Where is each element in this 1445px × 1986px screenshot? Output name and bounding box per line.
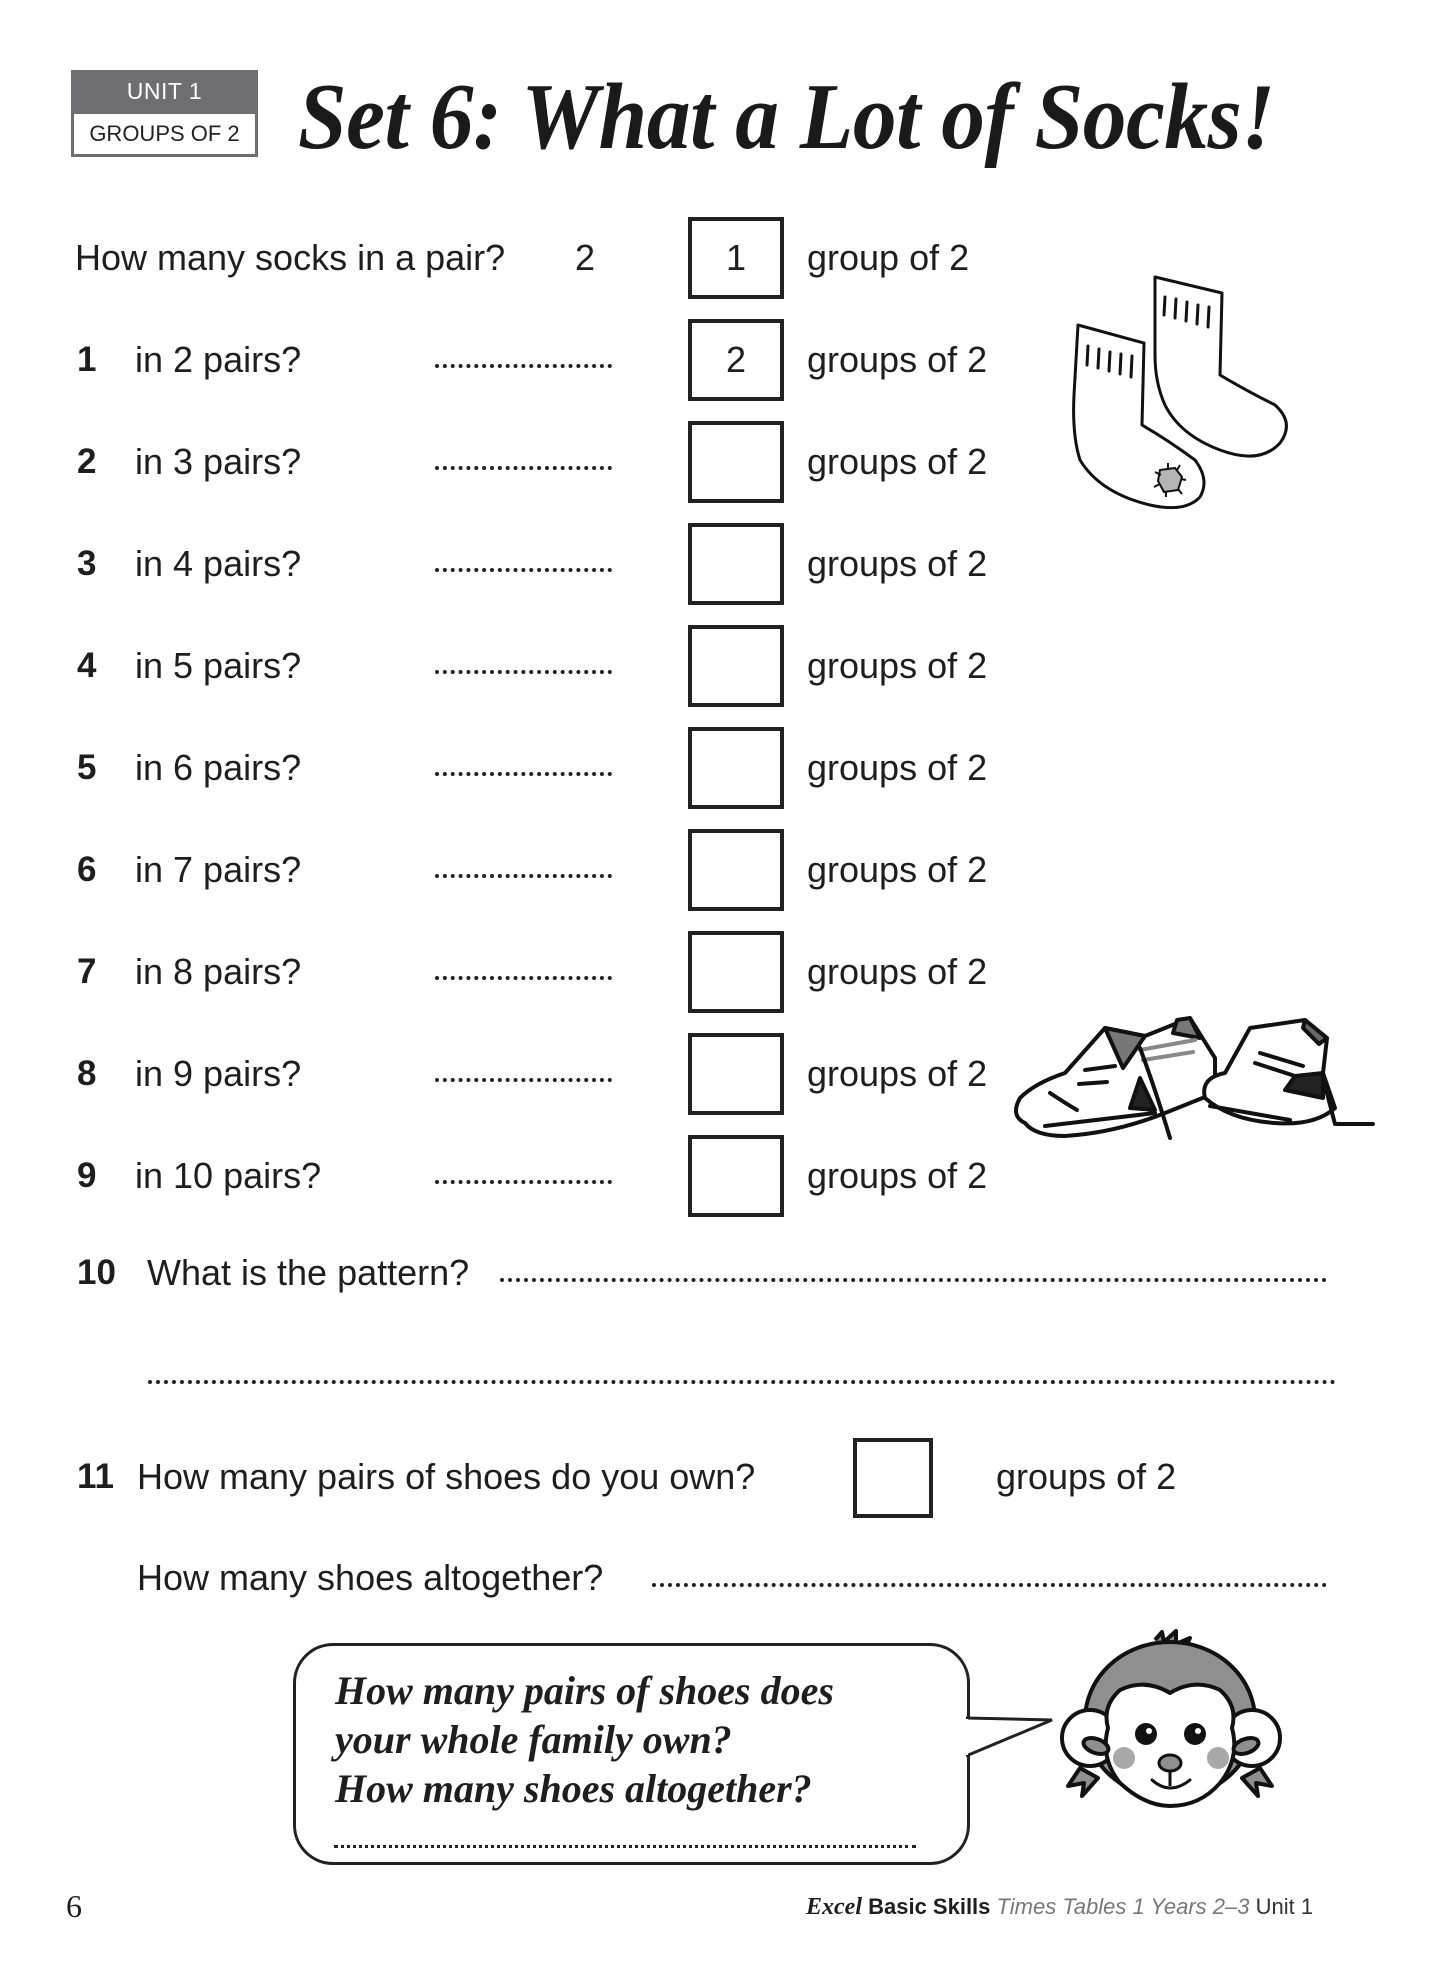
- question-text: in 2 pairs?: [135, 339, 302, 380]
- question-text: in 8 pairs?: [135, 951, 302, 992]
- bubble-answer-line[interactable]: [334, 1845, 916, 1848]
- question-text: in 3 pairs?: [135, 441, 302, 482]
- footer-brand: Excel: [806, 1894, 862, 1920]
- q11-followup-answer-line[interactable]: [652, 1583, 1327, 1587]
- q11-number: 11: [77, 1457, 114, 1496]
- q10-answer-line-1[interactable]: [500, 1278, 1327, 1282]
- footer-credit: [806, 1894, 1313, 1921]
- answer-box-intro[interactable]: 1: [688, 217, 784, 299]
- answer-dotted-line[interactable]: [435, 670, 612, 674]
- answer-dotted-line[interactable]: [435, 1078, 612, 1082]
- answer-dotted-line[interactable]: [435, 976, 612, 980]
- answer-dotted-line[interactable]: [435, 466, 612, 470]
- unit-label: UNIT 1: [126, 78, 203, 104]
- footer-series: Basic Skills: [868, 1894, 991, 1919]
- answer-dotted-line[interactable]: [435, 772, 612, 776]
- answer-dotted-line[interactable]: [435, 874, 612, 878]
- q11-question: How many pairs of shoes do you own?: [137, 1456, 756, 1497]
- page-number: 6: [66, 1888, 82, 1924]
- question-text: in 5 pairs?: [135, 645, 302, 686]
- question-text: in 10 pairs?: [135, 1155, 322, 1196]
- bubble-text: [335, 1666, 834, 1813]
- q10-number: 10: [77, 1253, 116, 1292]
- answer-box[interactable]: [688, 829, 784, 911]
- question-text: in 4 pairs?: [135, 543, 302, 584]
- question-text: in 6 pairs?: [135, 747, 302, 788]
- answer-dotted-line[interactable]: [435, 1180, 612, 1184]
- row-suffix: groups of 2: [807, 543, 988, 584]
- answer-box[interactable]: [688, 727, 784, 809]
- unit-badge: [71, 70, 258, 157]
- question-number: 6: [77, 850, 97, 889]
- bubble-line-1: How many pairs of shoes does: [335, 1668, 834, 1713]
- bubble-line-2: your whole family own?: [335, 1717, 732, 1762]
- answer-box[interactable]: [688, 421, 784, 503]
- row-suffix: groups of 2: [807, 441, 988, 482]
- question-number: 2: [77, 442, 97, 481]
- q10-question: What is the pattern?: [147, 1252, 470, 1293]
- footer-unit: Unit 1: [1255, 1894, 1314, 1919]
- question-text: in 9 pairs?: [135, 1053, 302, 1094]
- answer-box[interactable]: [688, 625, 784, 707]
- intro-suffix: group of 2: [807, 237, 970, 278]
- monkey-icon: [1060, 1628, 1280, 1808]
- answer-dotted-line[interactable]: [435, 364, 612, 368]
- row-suffix: groups of 2: [807, 1053, 988, 1094]
- row-suffix: groups of 2: [807, 951, 988, 992]
- page-title: Set 6: What a Lot of Socks!: [298, 65, 1275, 169]
- sneakers-icon: [1005, 998, 1385, 1138]
- question-number: 5: [77, 748, 97, 787]
- question-text: in 7 pairs?: [135, 849, 302, 890]
- footer-book: Times Tables 1 Years 2–3: [996, 1894, 1250, 1919]
- q11-answer-box[interactable]: [853, 1438, 933, 1518]
- bubble-line-3: How many shoes altogether?: [335, 1766, 812, 1811]
- row-suffix: groups of 2: [807, 645, 988, 686]
- q10-answer-line-2[interactable]: [148, 1380, 1336, 1384]
- answer-box[interactable]: [688, 523, 784, 605]
- speech-bubble-tail: [960, 1712, 1060, 1772]
- answer-dotted-line[interactable]: [435, 568, 612, 572]
- answer-box[interactable]: [688, 1033, 784, 1115]
- answer-box[interactable]: [688, 931, 784, 1013]
- question-number: 4: [77, 646, 97, 685]
- row-suffix: groups of 2: [807, 747, 988, 788]
- answer-box[interactable]: [688, 1135, 784, 1217]
- intro-question: How many socks in a pair?: [75, 237, 506, 278]
- question-number: 7: [77, 952, 97, 991]
- row-suffix: groups of 2: [807, 1155, 988, 1196]
- answer-box[interactable]: 2: [688, 319, 784, 401]
- question-number: 8: [77, 1054, 97, 1093]
- question-number: 1: [77, 340, 97, 379]
- row-suffix: groups of 2: [807, 339, 988, 380]
- q11-followup: How many shoes altogether?: [137, 1557, 604, 1598]
- socks-icon: [1060, 265, 1300, 515]
- question-number: 9: [77, 1156, 97, 1195]
- intro-answer: 2: [575, 237, 596, 278]
- question-number: 3: [77, 544, 97, 583]
- q11-suffix: groups of 2: [996, 1456, 1177, 1497]
- row-suffix: groups of 2: [807, 849, 988, 890]
- topic-label: GROUPS OF 2: [74, 114, 255, 154]
